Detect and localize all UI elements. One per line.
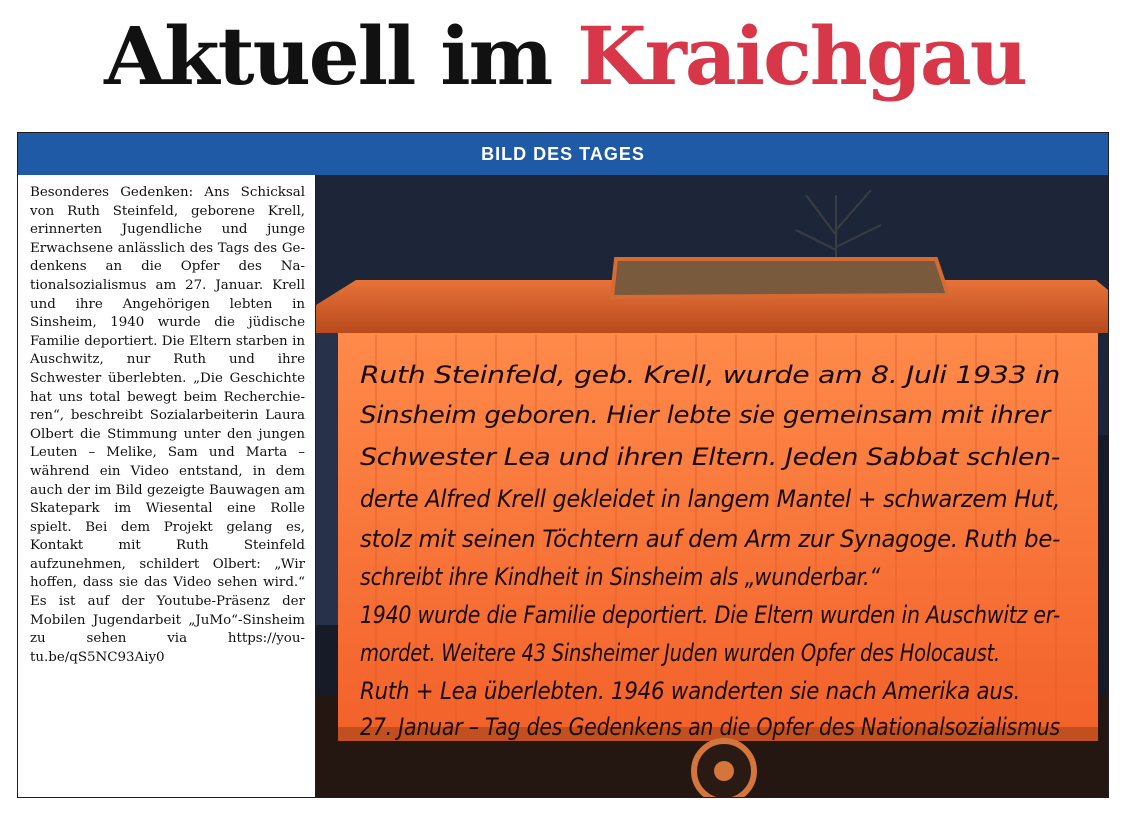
handwriting-line-6: schreibt ihre Kindheit in Sinsheim als „wunderbar.“ (360, 563, 881, 591)
handwriting-line-7: 1940 wurde die Familie deportiert. Die Eltern wurden in Auschwitz er- (360, 601, 1060, 629)
caption-column (18, 175, 316, 797)
handwriting-line-5: stolz mit seinen Töchtern auf dem Arm zur Synagoge. Ruth be- (360, 525, 1060, 553)
handwritten-text (360, 361, 1060, 741)
caption-text: Besonderes Gedenken: Ans Schicksal von Ruth Steinfeld, geborene Krell, erinnerten Jugendliche und junge Erwachsene anlässlich des Tags des Gedenkens an die Opfer des Nationalsozialismus am 27. Januar. Krell und ihre Angehörigen lebten in Sinsheim, 1940 wurde die jüdische Familie deportiert. Die Eltern starben in Auschwitz, nur Ruth und ihre Schwester überlebten. „Die Geschichte hat uns total bewegt beim Recherchieren“, beschreibt Sozialarbeiterin Laura Olbert die Stimmung unter den jungen Leuten – Melike, Sam und Marta – während ein Video entstand, in dem auch der im Bild gezeigte Bauwagen am Skatepark im Wiesental eine Rolle spielt. Bei dem Projekt gelang es, Kontakt mit Ruth Steinfeld aufzunehmen, schildert Olbert: „Wir hoffen, dass sie das Video sehen wird.“ Es ist auf der Youtube-Präsenz der Mobilen Jugendarbeit „JuMo“-Sinsheim zu sehen via https://youtu.be/qS5NC93Aiy0 (30, 185, 305, 665)
title-part-kraichgau: Kraichgau (577, 9, 1026, 103)
handwriting-line-2: Sinsheim geboren. Hier lebte sie gemeinsam mit ihrer (360, 401, 1053, 429)
picture-of-the-day-box (17, 132, 1109, 798)
title-part-aktuell: Aktuell im (104, 9, 552, 103)
handwriting-line-3: Schwester Lea und ihren Eltern. Jeden Sabbat schlen- (360, 443, 1060, 471)
masthead-title (0, 6, 1130, 106)
roof-panel (612, 259, 948, 297)
handwriting-line-10: 27. Januar – Tag des Gedenkens an die Opfer des Nationalsozialismus (360, 713, 1060, 741)
section-banner: BILD DES TAGES (18, 133, 1108, 175)
photo-illustration (316, 175, 1108, 797)
handwriting-line-8: mordet. Weitere 43 Sinsheimer Juden wurden Opfer des Holocaust. (360, 639, 1000, 667)
handwriting-line-9: Ruth + Lea überlebten. 1946 wanderten sie nach Amerika aus. (360, 677, 1020, 705)
construction-wagon-photo (316, 175, 1108, 797)
handwriting-line-1: Ruth Steinfeld, geb. Krell, wurde am 8. Juli 1933 in (360, 361, 1060, 389)
handwriting-line-4: derte Alfred Krell gekleidet in langem Mantel + schwarzem Hut, (360, 485, 1060, 513)
